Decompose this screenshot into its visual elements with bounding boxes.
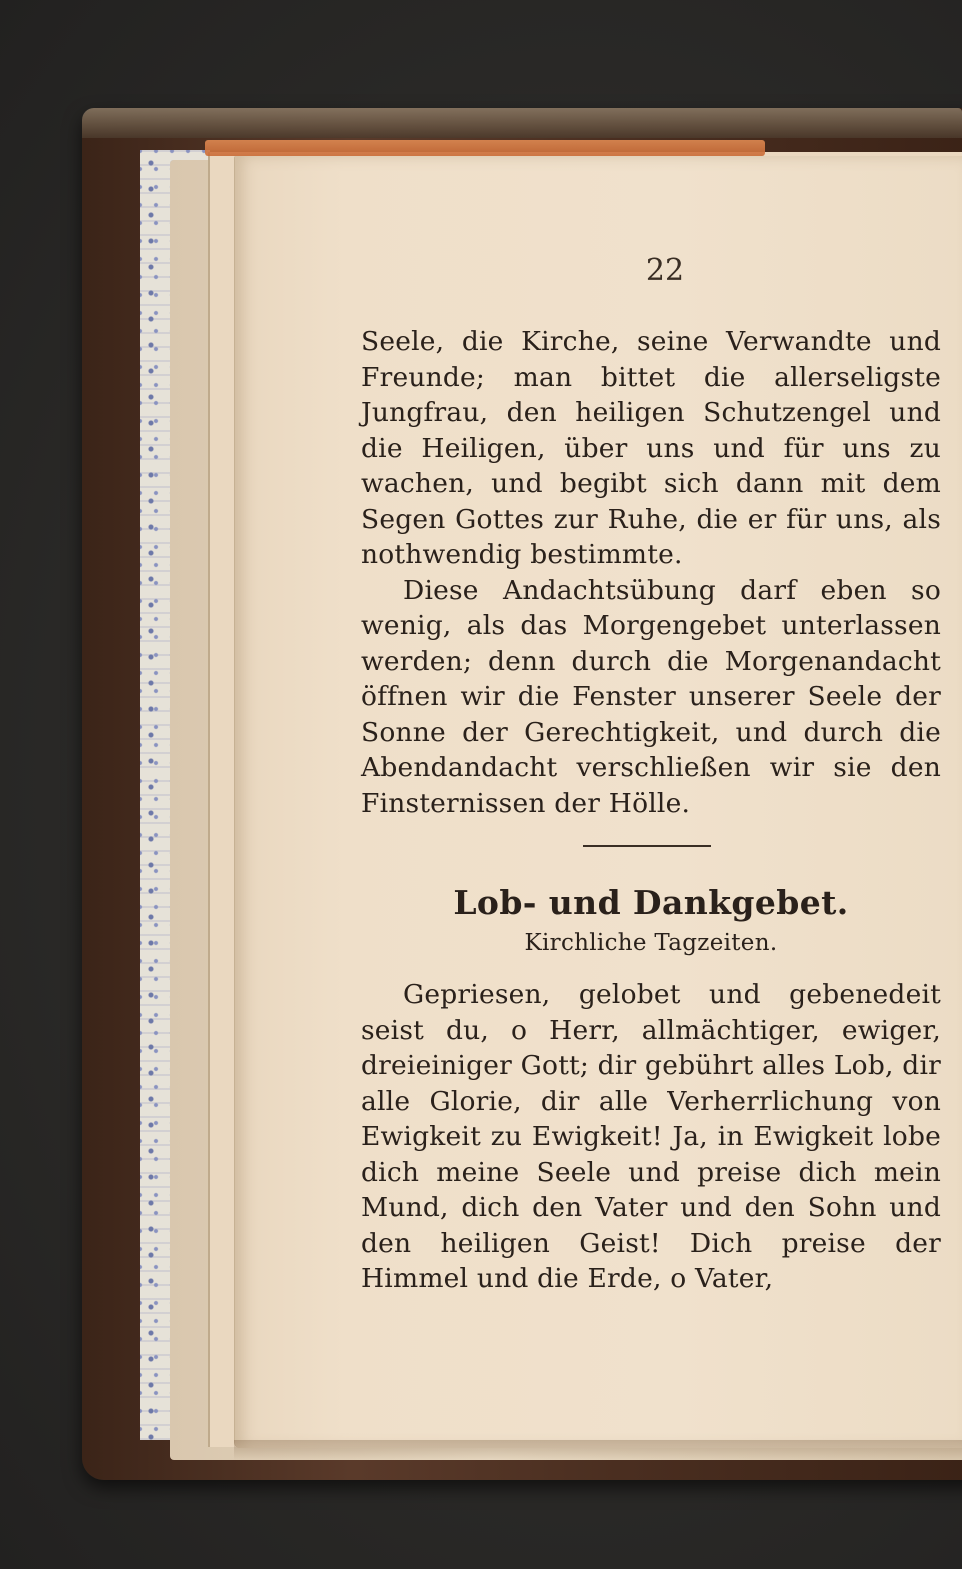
section-subtitle: Kirchliche Tagzeiten. <box>524 930 778 956</box>
page-number: 22 <box>645 253 685 288</box>
book-page <box>234 156 962 1448</box>
paragraph-praise: Gepriesen, gelobet und gebenedeit seist du, o Herr, allmächtiger, ewiger, dreieiniger Gott; dir gebührt alles Lob, dir alle Glorie, dir alle Verherrlichung von Ewigkeit zu Ewigkeit! Ja, in Ewigkeit lobe dich meine Seele und preise dich mein Mund, dich den Vater und den Sohn und den heiligen Geist! Dich preise der Himmel und die Erde, o Vater, <box>361 979 941 1294</box>
paragraph-devotion: Diese Andachtsübung darf eben so wenig, als das Morgengebet unterlassen werden; denn durch die Morgenandacht öffnen wir die Fenster unserer Seele der Sonne der Gerechtigkeit, und durch die Abendandacht verschließen wir sie den Finsternissen der Hölle. <box>361 574 941 819</box>
section-divider <box>583 845 711 847</box>
page-content <box>361 253 941 1297</box>
section-title: Lob- und Dankgebet. <box>453 883 849 922</box>
ribbon-bookmark <box>205 140 765 156</box>
book-cover-edge <box>82 108 962 138</box>
page-bottom-shadow <box>234 1440 962 1460</box>
paragraph-evening-prayer: Seele, die Kirche, seine Verwandte und Freunde; man bittet die allerseligste Jungfrau, den heiligen Schutzengel und die Heiligen, über uns und für uns zu wachen, und begibt sich dann mit dem Segen Gottes zur Ruhe, die er für uns, als nothwendig bestimmte. <box>361 326 941 570</box>
